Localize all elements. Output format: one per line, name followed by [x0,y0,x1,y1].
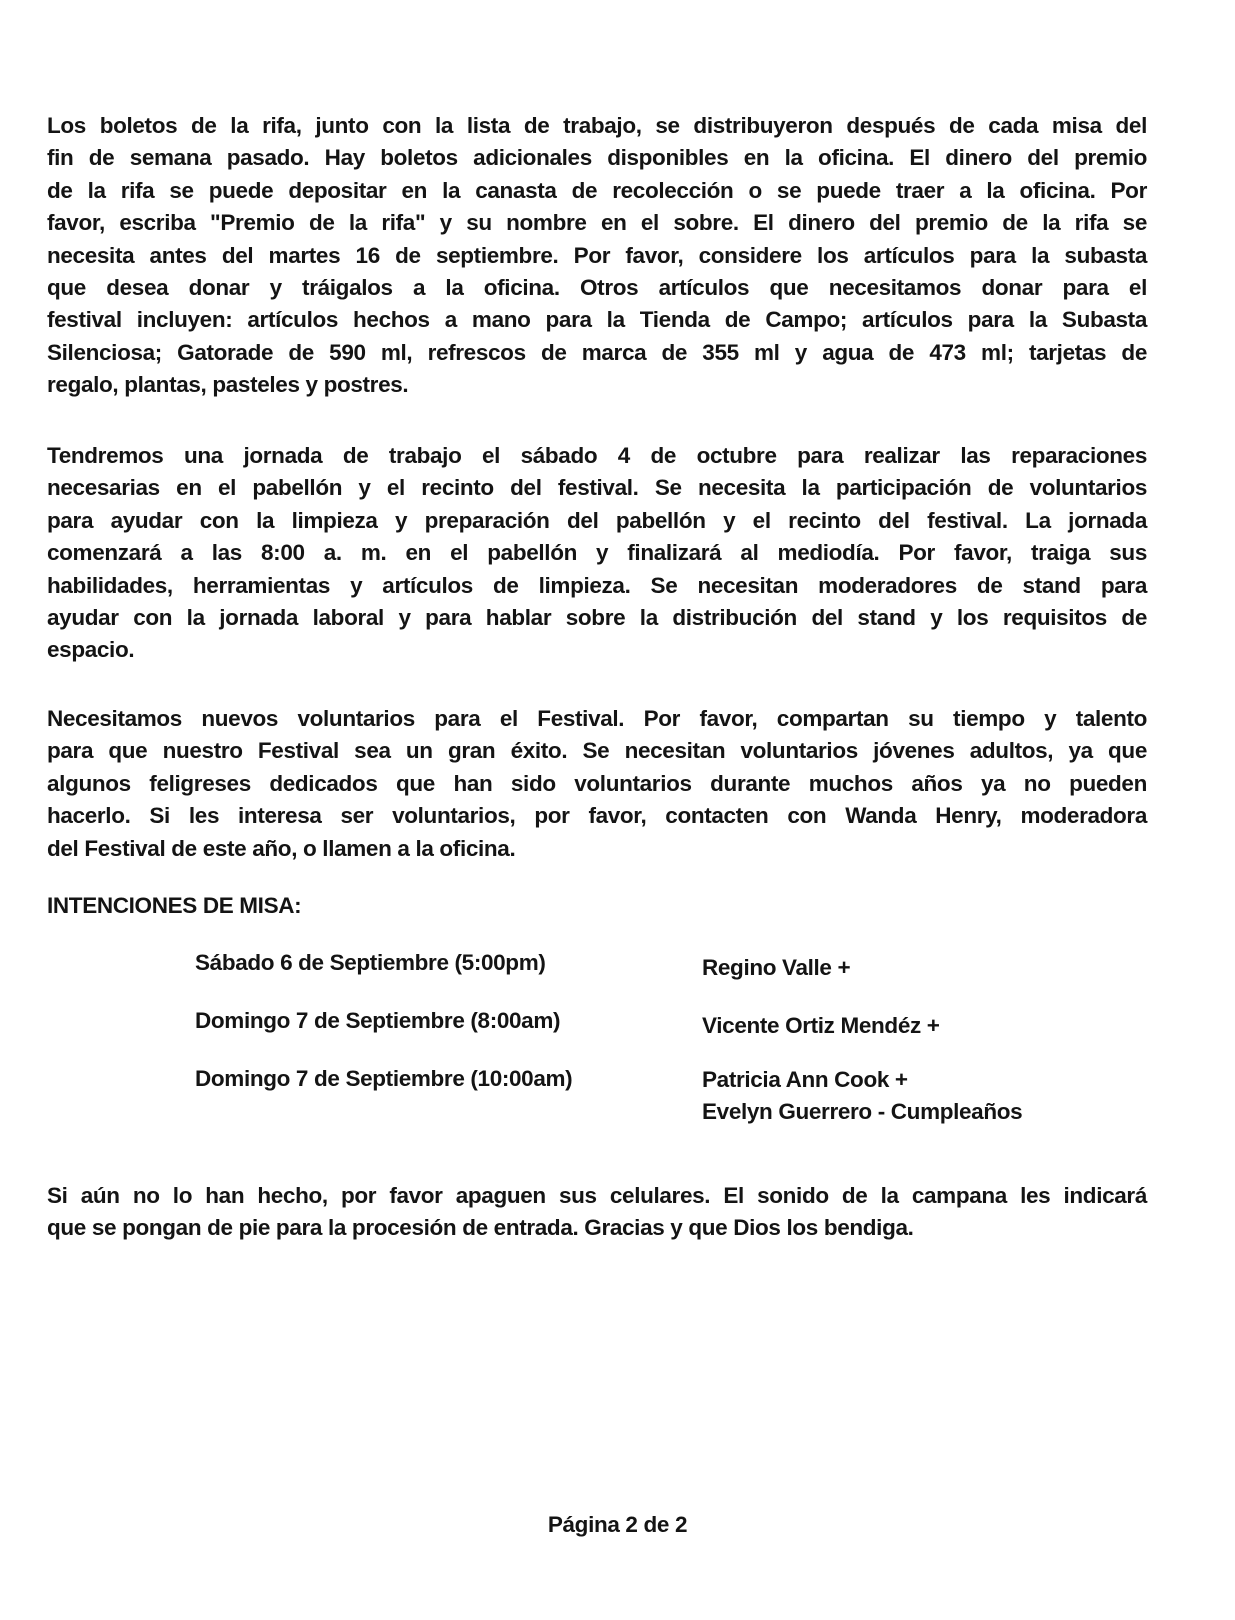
intention-names [702,1008,940,1066]
paragraph-closing [47,1180,1147,1245]
text-line: Necesitamos nuevos voluntarios para el Festival. Por favor, compartan su tiempo y talento [47,706,1147,731]
text-line: que desea donar y tráigalos a la oficina. Otros artículos que necesitamos donar para el [47,274,1147,300]
mass-intentions-heading: INTENCIONES DE MISA: [47,893,302,918]
paragraph-volunteers [47,703,1147,865]
intention-names [702,950,850,1008]
page-number: Página 2 de 2 [547,1512,688,1537]
text-line: Los boletos de la rifa, junto con la lista de trabajo, se distribuyeron después de cada misa del [47,113,1147,138]
intention-name: Vicente Ortiz Mendéz + [702,1013,940,1038]
text-line: Silenciosa; Gatorade de 590 ml, refrescos de marca de 355 ml y agua de 473 ml; tarjetas de [47,339,1147,365]
intention-date: Domingo 7 de Septiembre (10:00am) [195,1066,573,1091]
intention-row [195,950,1095,1008]
text-line: que se pongan de pie para la procesión de entrada. Gracias y que Dios los bendiga. [47,1215,914,1241]
text-line: comenzará a las 8:00 a. m. en el pabellón y finalizará al mediodía. Por favor, traiga sus [47,540,1147,566]
paragraph-raffle [47,110,1147,402]
text-line: habilidades, herramientas y artículos de limpieza. Se necesitan moderadores de stand para [47,572,1147,598]
intention-row [195,1008,1095,1066]
text-line: espacio. [47,637,135,663]
text-line: para que nuestro Festival sea un gran éxito. Se necesitan voluntarios jóvenes adultos, ya que [47,738,1147,764]
text-line: de la rifa se puede depositar en la canasta de recolección o se puede traer a la oficina. Por [47,177,1147,203]
intention-name: Patricia Ann Cook + [702,1067,908,1092]
text-line: regalo, plantas, pasteles y postres. [47,372,409,398]
text-line: favor, escriba "Premio de la rifa" y su nombre en el sobre. El dinero del premio de la rifa se [47,210,1147,236]
intention-name: Evelyn Guerrero - Cumpleaños [702,1099,1023,1124]
text-line: ayudar con la jornada laboral y para hablar sobre la distribución del stand y los requisitos de [47,604,1147,630]
text-line: necesarias en el pabellón y el recinto del festival. Se necesita la participación de voluntarios [47,475,1147,501]
paragraph-work-day [47,440,1147,667]
text-line: Si aún no lo han hecho, por favor apaguen sus celulares. El sonido de la campana les indicará [47,1183,1147,1208]
text-line: Tendremos una jornada de trabajo el sábado 4 de octubre para realizar las reparaciones [47,443,1147,468]
intention-names [702,1066,1022,1124]
intention-date: Domingo 7 de Septiembre (8:00am) [195,1008,561,1033]
text-line: necesita antes del martes 16 de septiembre. Por favor, considere los artículos para la subasta [47,242,1147,268]
mass-intentions-list [195,950,1095,1124]
intention-name: Regino Valle + [702,955,851,980]
intention-row [195,1066,1095,1124]
text-line: festival incluyen: artículos hechos a mano para la Tienda de Campo; artículos para la Subasta [47,307,1147,333]
text-line: fin de semana pasado. Hay boletos adicionales disponibles en la oficina. El dinero del premio [47,145,1147,171]
text-line: algunos feligreses dedicados que han sido voluntarios durante muchos años ya no pueden [47,770,1147,796]
text-line: para ayudar con la limpieza y preparación del pabellón y el recinto del festival. La jornada [47,507,1147,533]
text-line: hacerlo. Si les interesa ser voluntarios, por favor, contacten con Wanda Henry, moderadora [47,803,1147,829]
intention-date: Sábado 6 de Septiembre (5:00pm) [195,950,546,975]
text-line: del Festival de este año, o llamen a la oficina. [47,835,516,861]
